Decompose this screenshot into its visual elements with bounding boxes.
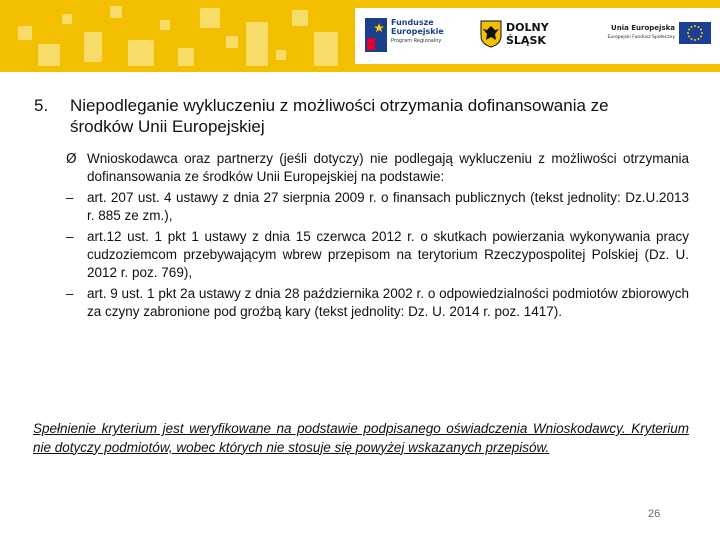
criterion-number: 5. [34, 96, 49, 115]
decorative-square [84, 32, 102, 62]
dash-bullet: – [66, 229, 74, 244]
unia-title: Unia Europejska [611, 24, 675, 32]
decorative-square [18, 26, 32, 40]
fundusze-europejskie-icon [365, 18, 387, 52]
legal-basis-text: art. 9 ust. 1 pkt 2a ustawy z dnia 28 października 2002 r. o odpowiedzialności podmiotów zbiorowych za czyny zabronione pod groźbą kary (tekst jednolity: Dz. U. 2014 r. poz. 1417). [87, 286, 689, 319]
intro-text: Wnioskodawca oraz partnerzy (jeśli dotyczy) nie podlegają wykluczeniu z możliwości otrzymania dofinansowania ze środków Unii Europejskiej na podstawie: [87, 151, 689, 184]
fundusze-subtitle: Program Regionalny [391, 38, 442, 44]
header-banner [0, 0, 720, 72]
decorative-square [226, 36, 238, 48]
legal-basis-item [66, 285, 689, 321]
decorative-square [128, 40, 154, 66]
page-number: 26 [648, 508, 661, 520]
decorative-square [246, 22, 268, 66]
decorative-square [276, 50, 286, 60]
decorative-square [178, 48, 194, 66]
intro-item [66, 150, 689, 186]
verification-note: Spełnienie kryterium jest weryfikowane na podstawie podpisanego oświadczenia Wnioskodawcy. Kryterium nie dotyczy podmiotów, wobec których nie stosuje się powyżej wskazanych przepisów. [33, 421, 689, 455]
dolny-slask-text: DOLNY ŚLĄSK [506, 21, 549, 47]
legal-basis-text: art. 207 ust. 4 ustawy z dnia 27 sierpnia 2009 r. o finansach publicznych (tekst jednolity: Dz.U.2013 r. 885 ze zm.), [87, 190, 689, 223]
legal-basis-item [66, 189, 689, 225]
decorative-square [110, 6, 122, 18]
decorative-square [38, 44, 60, 66]
fundusze-title: Fundusze Europejskie [391, 18, 444, 36]
decorative-square [292, 10, 308, 26]
decorative-square [160, 20, 170, 30]
dolny-slask-logo [480, 18, 560, 54]
dash-bullet: – [66, 286, 74, 301]
unia-europejska-logo [593, 22, 713, 52]
eagle-crest-icon [480, 20, 502, 48]
logo-panel [355, 8, 720, 64]
eu-flag-icon [679, 22, 711, 44]
decorative-square [200, 8, 220, 28]
decorative-square [62, 14, 72, 24]
dash-bullet: – [66, 190, 74, 205]
fundusze-europejskie-logo [365, 16, 455, 56]
legal-basis-item [66, 228, 689, 282]
unia-text-block [593, 24, 675, 42]
arrow-bullet-icon: Ø [66, 151, 77, 167]
decorative-square [314, 32, 338, 66]
criterion-title: Niepodleganie wykluczeniu z możliwości otrzymania dofinansowania ze środków Unii Europejskiej [70, 96, 609, 136]
unia-subtitle: Europejski Fundusz Społeczny [607, 35, 675, 40]
legal-basis-text: art.12 ust. 1 pkt 1 ustawy z dnia 15 czerwca 2012 r. o skutkach powierzania wykonywania pracy cudzoziemcom przebywającym wbrew przepisom na terytorium Rzeczypospolitej Polskiej (Dz. U. 2012 r. poz. 769), [87, 229, 689, 280]
criterion-description [66, 150, 689, 324]
